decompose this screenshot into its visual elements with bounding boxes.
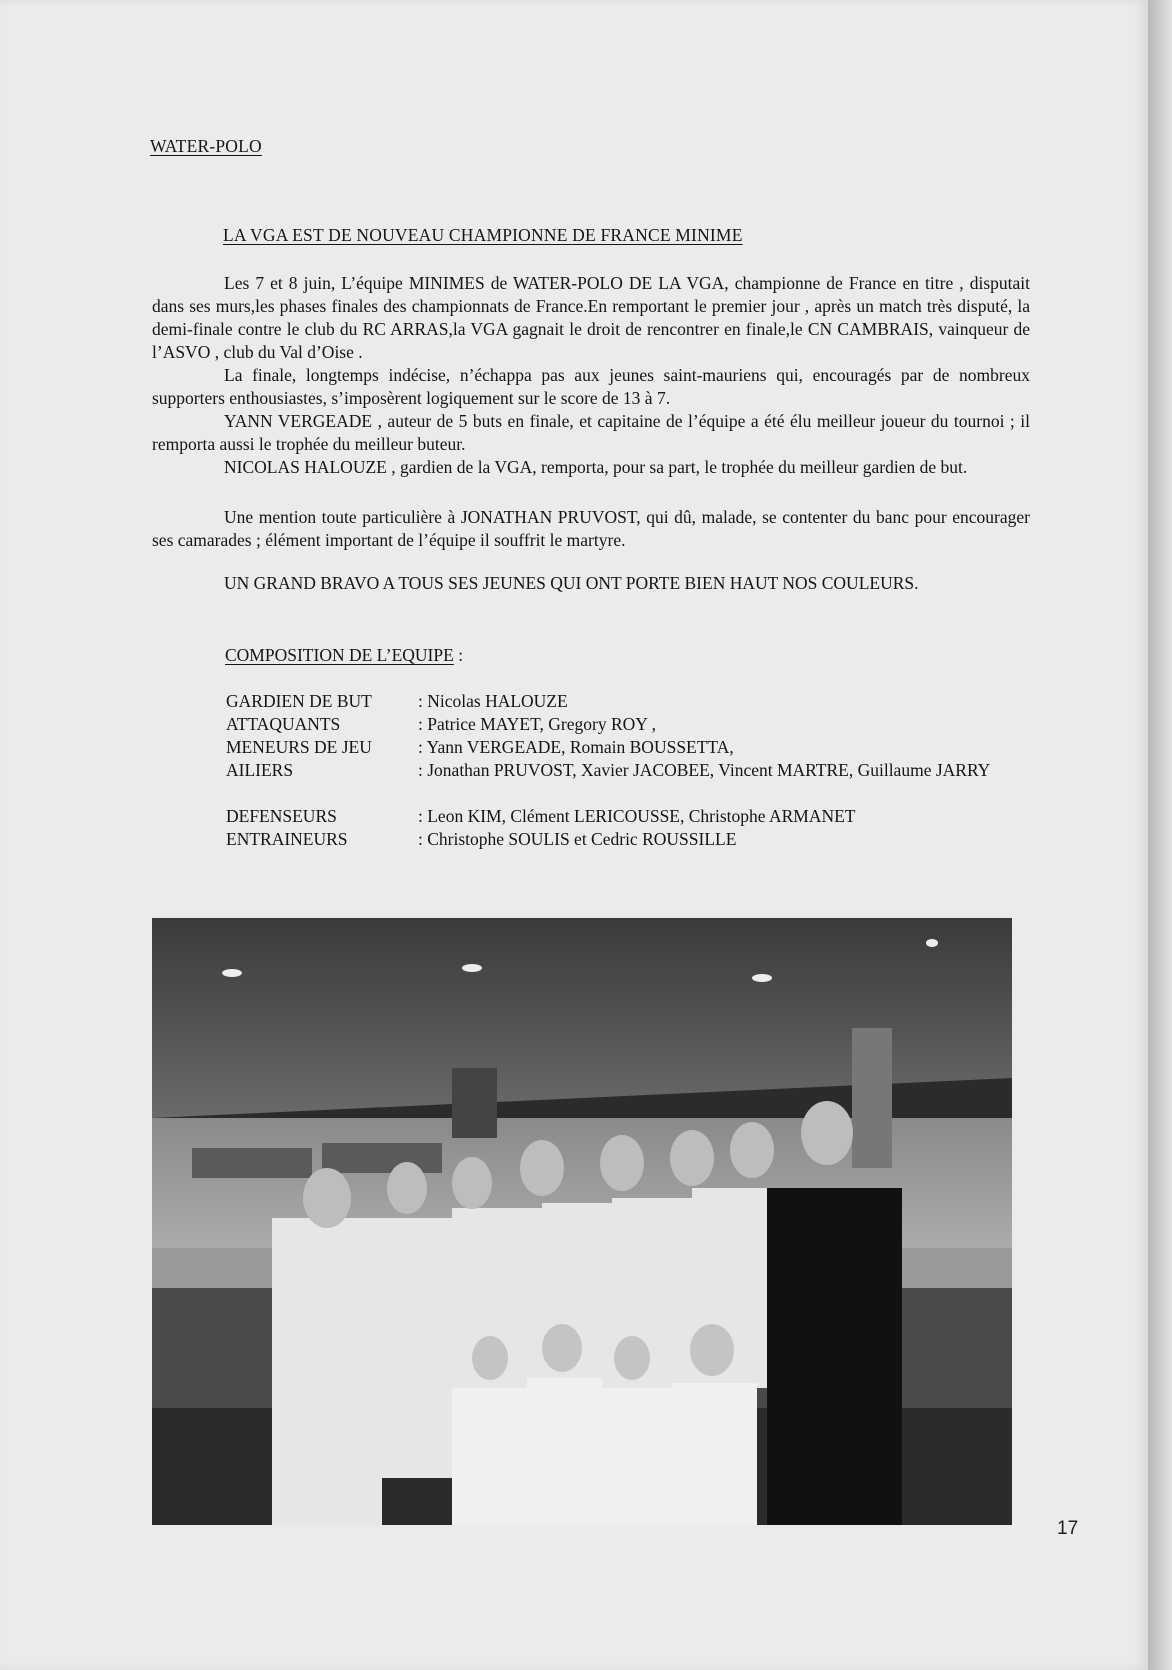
paragraph-5-text: Une mention toute particulière à JONATHAN PRUVOST, qui dû, malade, se contenter du banc pour encourager ses camarades ; élément important de l’équipe il souffrit le martyre. [152,507,1030,550]
paragraph-5 [152,506,1030,552]
team-role: MENEURS DE JEU [226,737,372,757]
paragraph-3 [152,410,1030,456]
paragraph-2-text: La finale, longtemps indécise, n’échappa pas aux jeunes saint-mauriens qui, encouragés par de nombreux supporters enthousiastes, s’imposèrent logiquement sur le score de 13 à 7. [152,365,1030,408]
team-role: ENTRAINEURS [226,829,348,849]
team-players: : Leon KIM, Clément LERICOUSSE, Christophe ARMANET [418,806,856,826]
paragraph-1-text: Les 7 et 8 juin, L’équipe MINIMES de WATER-POLO DE LA VGA, championne de France en titre , disputait dans ses murs,les phases finales des championnats de France.En remportant le premier jour , après un match très disputé, la demi-finale contre le club du RC ARRAS,la VGA gagnait le droit de rencontrer en finale,le CN CAMBRAIS, vainqueur de l’ASVO , club du Val d’Oise . [152,273,1030,362]
page-number: 17 [1057,1518,1079,1539]
paragraph-3-text: YANN VERGEADE , auteur de 5 buts en finale, et capitaine de l’équipe a été élu meilleur joueur du tournoi ; il remporta aussi le trophée du meilleur buteur. [152,411,1030,454]
paragraph-2 [152,364,1030,410]
team-players: : Yann VERGEADE, Romain BOUSSETTA, [418,737,734,757]
team-players: : Nicolas HALOUZE [418,691,568,711]
composition-title: COMPOSITION DE L’EQUIPE [225,645,454,665]
paragraph-1 [152,272,1030,364]
paragraph-4 [152,456,1030,479]
team-role: ATTAQUANTS [226,714,341,734]
page-edge-shadow [1148,0,1172,1670]
bravo-text: UN GRAND BRAVO A TOUS SES JEUNES QUI ONT PORTE BIEN HAUT NOS COULEURS. [224,573,919,593]
composition-colon: : [453,645,464,665]
team-photo [152,918,1012,1525]
composition-heading [225,644,463,667]
paragraph-4-text: NICOLAS HALOUZE , gardien de la VGA, remporta, pour sa part, le trophée du meilleur gardien de but. [224,457,968,477]
team-photo-illustration [152,918,1012,1525]
bravo-statement [152,572,972,595]
team-role: GARDIEN DE BUT [226,691,372,711]
team-players: : Patrice MAYET, Gregory ROY , [418,714,656,734]
team-players: : Christophe SOULIS et Cedric ROUSSILLE [418,829,737,849]
team-role: DEFENSEURS [226,806,337,826]
team-role: AILIERS [226,760,294,780]
section-title: WATER-POLO [150,136,262,156]
article-title: LA VGA EST DE NOUVEAU CHAMPIONNE DE FRANCE MINIME [223,225,743,245]
team-players: : Jonathan PRUVOST, Xavier JACOBEE, Vincent MARTRE, Guillaume JARRY [418,760,991,780]
